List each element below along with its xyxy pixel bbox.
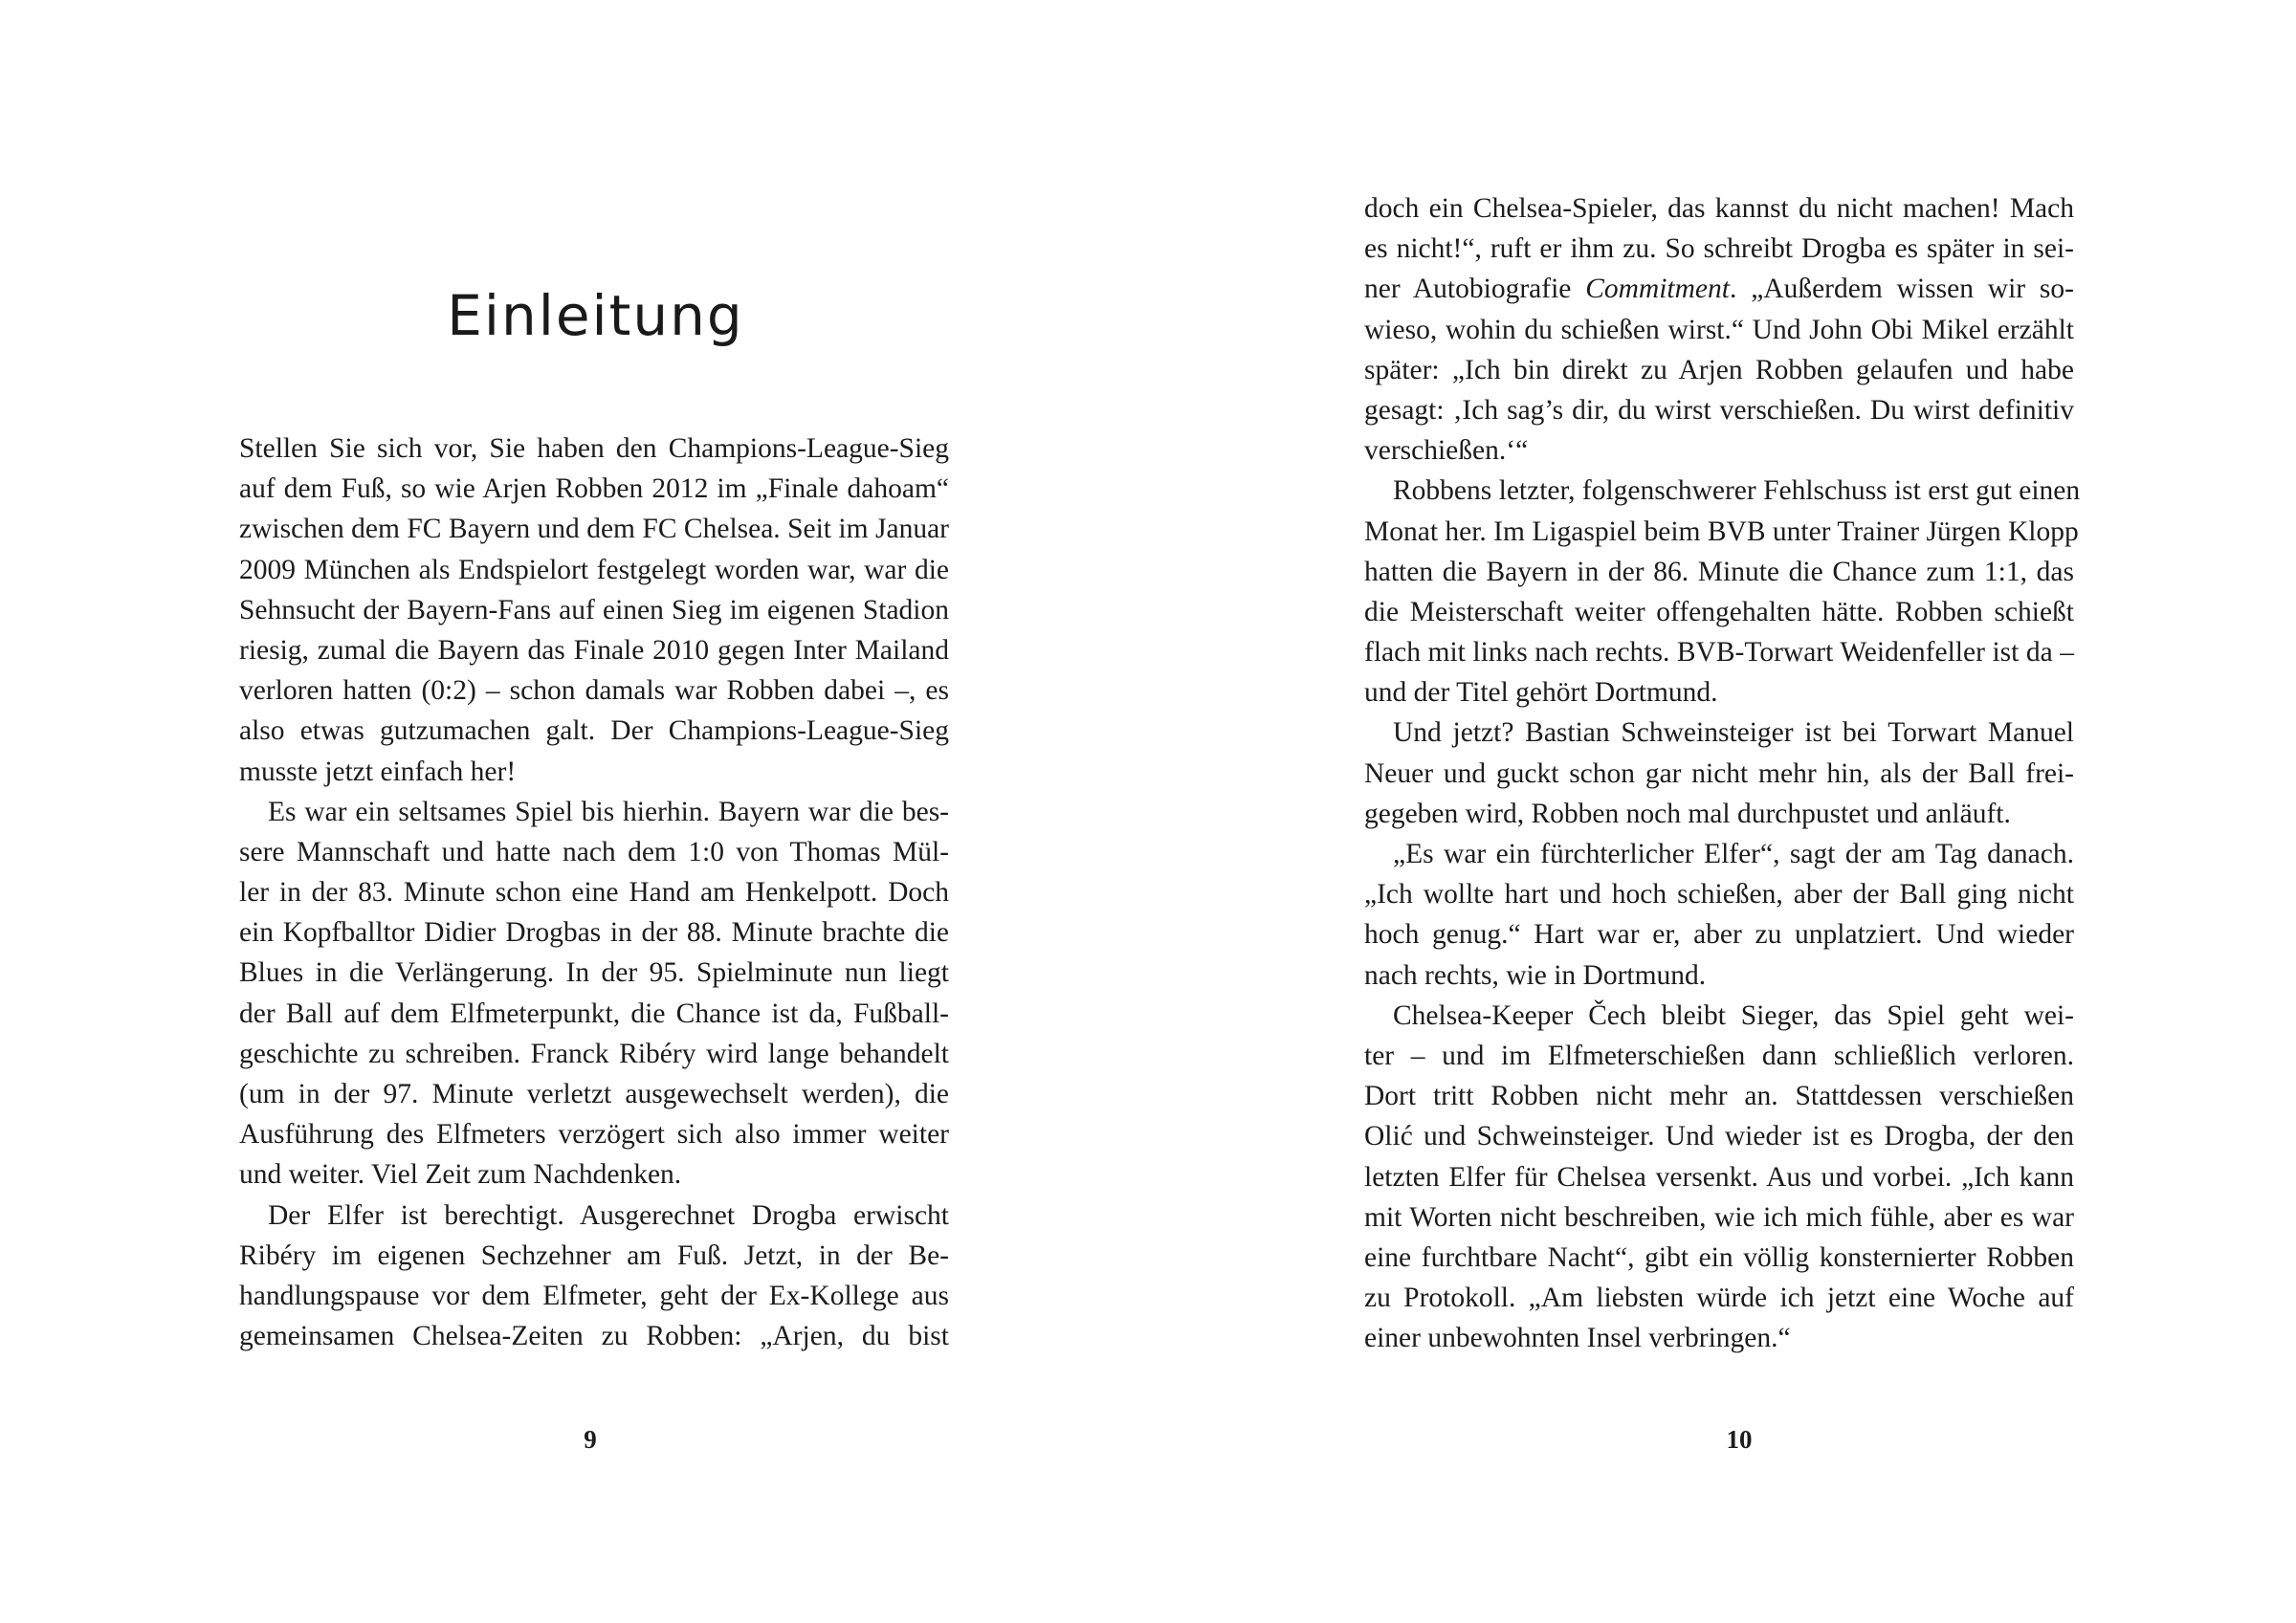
text-line: hatten die Bayern in der 86. Minute die Chance zum 1:1, das bbox=[1364, 556, 2074, 587]
text-line: Der Elfer ist berechtigt. Ausgerechnet Drogba erwischt bbox=[268, 1199, 949, 1231]
text-line: verloren hatten (0:2) – schon damals war Robben dabei –, es bbox=[239, 675, 949, 707]
page-number-right: 10 bbox=[1726, 1425, 1753, 1454]
text-line: gemeinsamen Chelsea-Zeiten zu Robben: „Arjen, du bist bbox=[239, 1321, 949, 1352]
text-line: musste jetzt einfach her! bbox=[239, 756, 517, 787]
chapter-title: Einleitung bbox=[447, 283, 744, 348]
text-line: die Meisterschaft weiter offengehalten hätte. Robben schießt bbox=[1364, 596, 2074, 627]
text-line: mit Worten nicht beschreiben, wie ich mich fühle, aber es war bbox=[1364, 1201, 2074, 1233]
text-line: Olić und Schweinsteiger. Und wieder ist es Drogba, der den bbox=[1364, 1121, 2074, 1152]
text-line: „Ich wollte hart und hoch schießen, aber der Ball ging nicht bbox=[1364, 879, 2074, 910]
right-page bbox=[1148, 0, 2296, 1623]
text-line: ler in der 83. Minute schon eine Hand am Henkelpott. Doch bbox=[239, 877, 949, 909]
text-line: gesagt: ‚Ich sag’s dir, du wirst verschießen. Du wirst definitiv bbox=[1364, 394, 2074, 426]
text-line: Blues in die Verlängerung. In der 95. Spielminute nun liegt bbox=[239, 957, 949, 989]
text-line: geschichte zu schreiben. Franck Ribéry wird lange behandelt bbox=[239, 1038, 949, 1069]
text-line: 2009 München als Endspielort festgelegt worden war, war die bbox=[239, 554, 949, 585]
text-line: zu Protokoll. „Am liebsten würde ich jetzt eine Woche auf bbox=[1364, 1283, 2074, 1314]
text-line: zwischen dem FC Bayern und dem FC Chelsea. Seit im Januar bbox=[239, 514, 949, 545]
text-line: ein Kopfballtor Didier Drogbas in der 88. Minute brachte die bbox=[239, 917, 949, 949]
text-line: Dort tritt Robben nicht mehr an. Stattdessen verschießen bbox=[1364, 1081, 2074, 1112]
right-page-body bbox=[1364, 188, 2081, 1358]
text-line: Ausführung des Elfmeters verzögert sich also immer weiter bbox=[239, 1119, 949, 1151]
text-line: (um in der 97. Minute verletzt ausgewechselt werden), die bbox=[239, 1079, 949, 1109]
page-number-left: 9 bbox=[584, 1425, 597, 1454]
text-line: Robbens letzter, folgenschwerer Fehlschuss ist erst gut einen bbox=[1393, 475, 2081, 507]
text-line: später: „Ich bin direkt zu Arjen Robben gelaufen und habe bbox=[1364, 354, 2074, 385]
left-page-body bbox=[239, 428, 949, 1356]
text-line: gegeben wird, Robben noch mal durchpustet und anläuft. bbox=[1364, 798, 2011, 829]
text-line: und der Titel gehört Dortmund. bbox=[1364, 677, 1718, 709]
text-line: verschießen.‘“ bbox=[1364, 435, 1529, 467]
text-line: Monat her. Im Ligaspiel beim BVB unter Trainer Jürgen Klopp bbox=[1364, 515, 2079, 547]
text-line: Sehnsucht der Bayern-Fans auf einen Sieg im eigenen Stadion bbox=[239, 594, 949, 625]
text-line: riesig, zumal die Bayern das Finale 2010 gegen Inter Mailand bbox=[239, 634, 949, 666]
text-line: wieso, wohin du schießen wirst.“ Und John Obi Mikel erzählt bbox=[1364, 314, 2074, 345]
text-line: der Ball auf dem Elfmeterpunkt, die Chance ist da, Fußball- bbox=[239, 998, 949, 1029]
text-line: doch ein Chelsea-Spieler, das kannst du nicht machen! Mach bbox=[1364, 193, 2074, 224]
text-line: Neuer und guckt schon gar nicht mehr hin, als der Ball frei- bbox=[1364, 757, 2074, 789]
text-line: auf dem Fuß, so wie Arjen Robben 2012 im „Finale dahoam“ bbox=[239, 473, 949, 505]
text-line: also etwas gutzumachen galt. Der Champions-League-Sieg bbox=[239, 715, 949, 747]
text-line: Chelsea-Keeper Čech bleibt Sieger, das Spiel geht wei- bbox=[1393, 999, 2074, 1031]
text-line: sere Mannschaft und hatte nach dem 1:0 von Thomas Mül- bbox=[239, 836, 949, 867]
text-line: nach rechts, wie in Dortmund. bbox=[1364, 959, 1707, 991]
text-line: flach mit links nach rechts. BVB-Torwart Weidenfeller ist da – bbox=[1364, 637, 2074, 669]
text-line: Und jetzt? Bastian Schweinsteiger ist bei Torwart Manuel bbox=[1393, 717, 2074, 749]
text-line: „Es war ein fürchterlicher Elfer“, sagt der am Tag danach. bbox=[1393, 839, 2074, 869]
text-line: eine furchtbare Nacht“, gibt ein völlig konsternierter Robben bbox=[1364, 1241, 2074, 1273]
text-line: Es war ein seltsames Spiel bis hierhin. Bayern war die bes- bbox=[268, 796, 949, 827]
text-line: handlungspause vor dem Elfmeter, geht der Ex-Kollege aus bbox=[239, 1280, 949, 1311]
text-line: es nicht!“, ruft er ihm zu. So schreibt Drogba es später in sei- bbox=[1364, 233, 2074, 265]
text-line: hoch genug.“ Hart war er, aber zu unplatziert. Und wieder bbox=[1364, 919, 2074, 951]
text-line: einer unbewohnten Insel verbringen.“ bbox=[1364, 1323, 1791, 1354]
text-line: letzten Elfer für Chelsea versenkt. Aus und vorbei. „Ich kann bbox=[1364, 1161, 2074, 1193]
text-line: und weiter. Viel Zeit zum Nachdenken. bbox=[239, 1159, 682, 1191]
book-title-italic: Commitment bbox=[1585, 274, 1730, 305]
text-line: ner Autobiografie Commitment. „Außerdem wissen wir so- bbox=[1364, 274, 2074, 305]
text-line: Stellen Sie sich vor, Sie haben den Champions-League-Sieg bbox=[239, 433, 949, 464]
text-line: Ribéry im eigenen Sechzehner am Fuß. Jetzt, in der Be- bbox=[239, 1239, 949, 1271]
text-line: ter – und im Elfmeterschießen dann schließlich verloren. bbox=[1364, 1040, 2074, 1071]
